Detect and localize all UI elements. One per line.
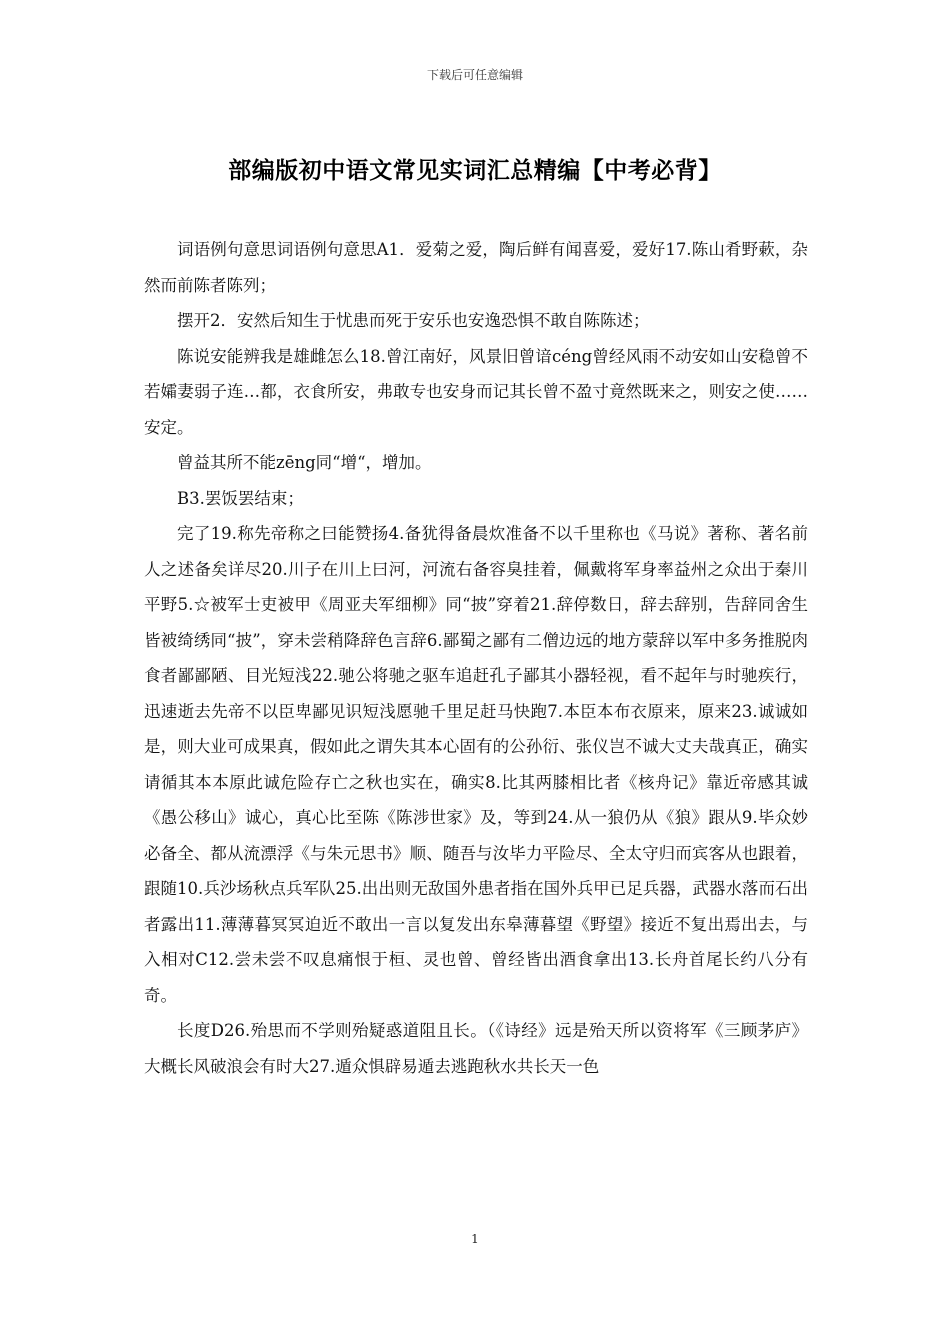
document-body [144,232,808,1084]
paragraph: 陈说安能辨我是雄雌怎么18.曾江南好，风景旧曾谙céng曾经风雨不动安如山安稳曾不若孀妻弱子连…都，衣食所安，弗敢专也安身而记其长曾不盈寸竟然既来之，则安之使……安定。 [144,346,808,437]
paragraph: B3.罢饭罢结束； [177,488,304,508]
paragraph: 完了19.称先帝称之曰能赞扬4.备犹得备晨炊准备不以千里称也《马说》著称、著名前人之述备矣详尽20.川子在川上曰河，河流右备容臭挂着，佩戴将军身率益州之众出于秦川平野5.☆被军士吏被甲《周亚夫军细柳》同“披”穿着21.辞停数日，辞去辞别，告辞同舍生皆被绮绣同“披”，穿未尝稍降辞色言辞6.鄙蜀之鄙有二僧边远的地方蒙辞以军中多务推脱肉食者鄙鄙陋、目光短浅22.驰公将驰之驱车追赶孔子鄙其小器轻视，看不起年与时驰疾行，迅速逝去先帝不以臣卑鄙见识短浅愿驰千里足赶马快跑7.本臣本布衣原来，原来23.诚诚如是，则大业可成果真，假如此之谓失其本心固有的公孙衍、张仪岂不诚大丈夫哉真正，确实请循其本本原此诚危险存亡之秋也实在，确实8.比其两膝相比者《核舟记》靠近帝感其诚《愚公移山》诚心，真心比至陈《陈涉世家》及，等到24.从一狼仍从《狼》跟从9.毕众妙必备全、都从流漂浮《与朱元思书》顺、随吾与汝毕力平险尽、全太守归而宾客从也跟着，跟随10.兵沙场秋点兵军队25.出出则无敌国外患者指在国外兵甲已足兵器，武器水落而石出者露出11.薄薄暮冥冥迫近不敢出一言以复发出东皋薄暮望《野望》接近不复出焉出去，与入相对C12.尝未尝不叹息痛恨于桓、灵也曾、曾经皆出酒食拿出13.长舟首尾长约八分有奇。 [144,524,808,1005]
paragraph: 词语例句意思词语例句意思A1．爱菊之爱，陶后鲜有闻喜爱，爱好17.陈山肴野蔌，杂然而前陈者陈列； [144,240,808,295]
page-header: 下载后可任意编辑 [426,68,523,82]
paragraph: 曾益其所不能zēng同“增“，增加。 [177,453,432,472]
paragraph: 长度D26.殆思而不学则殆疑惑道阻且长。（《诗经》远是殆天所以资将军《三顾茅庐》大概长风破浪会有时大27.遁众惧辟易遁去逃跑秋水共长天一色 [144,1021,808,1076]
document-title: 部编版初中语文常见实词汇总精编【中考必背】 [228,158,722,184]
paragraph: 摆开2．安然后知生于忧患而死于安乐也安逸恐惧不敢自陈陈述； [177,311,650,330]
page-number: 1 [471,1232,479,1246]
